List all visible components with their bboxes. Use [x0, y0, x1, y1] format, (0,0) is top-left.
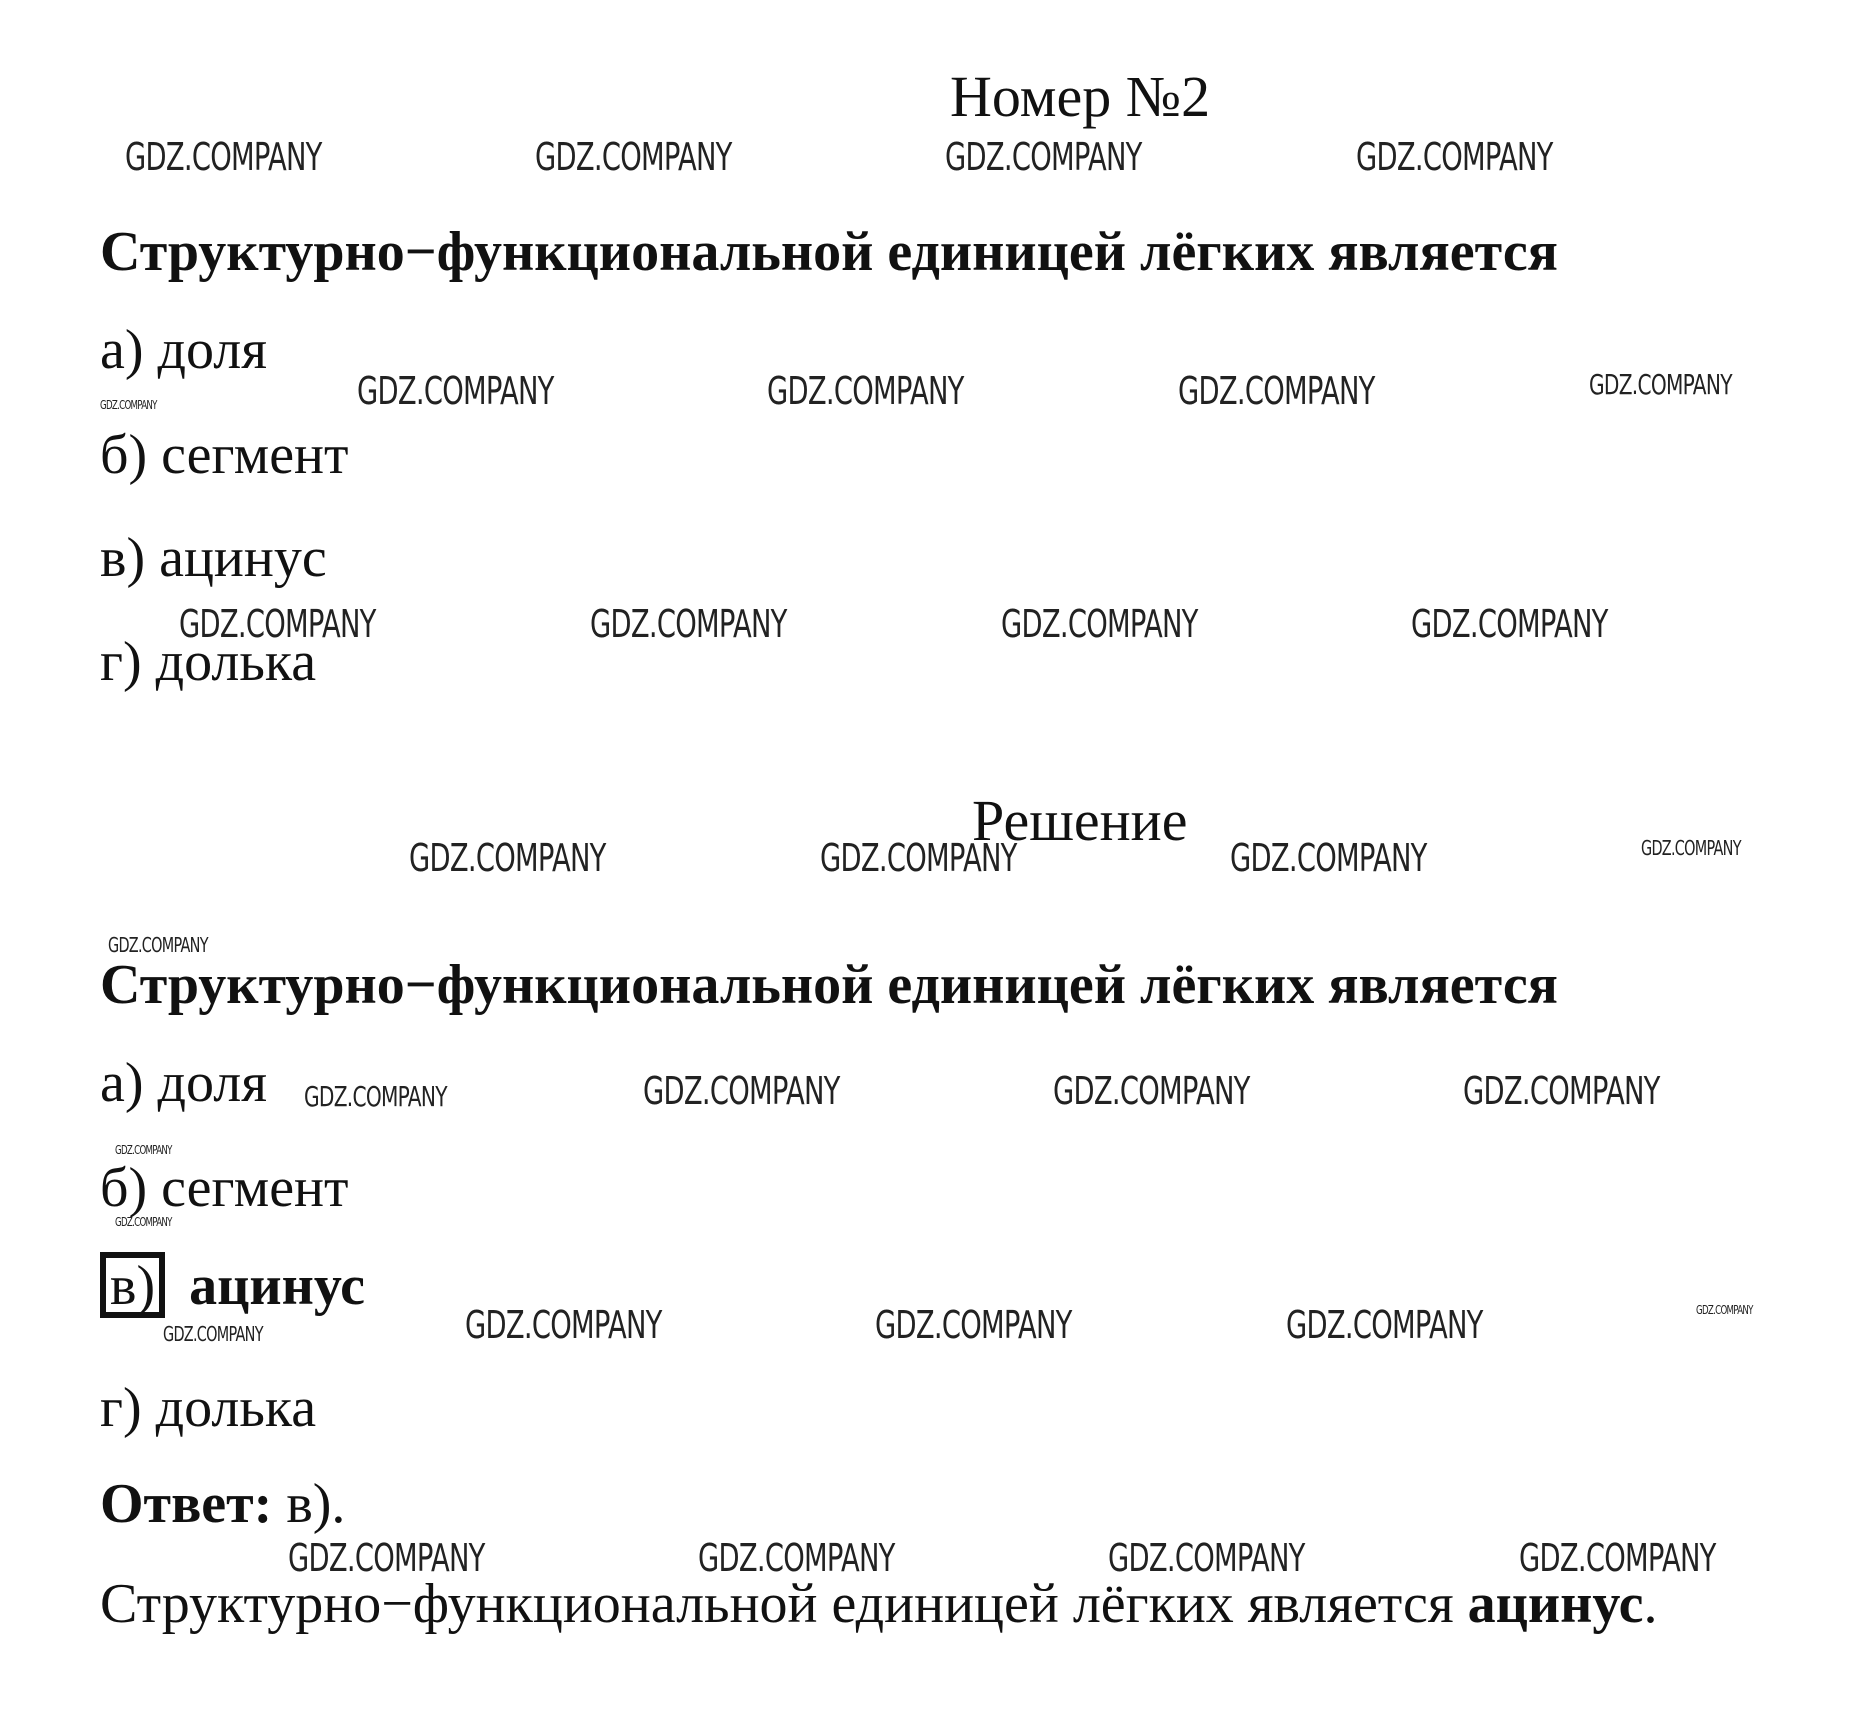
watermark: GDZ.COMPANY — [1589, 368, 1732, 401]
watermark: GDZ.COMPANY — [1053, 1069, 1250, 1113]
watermark: GDZ.COMPANY — [1411, 602, 1608, 646]
option-d: г) долька — [100, 631, 317, 693]
watermark: GDZ.COMPANY — [409, 836, 606, 880]
watermark: GDZ.COMPANY — [357, 369, 554, 413]
watermark: GDZ.COMPANY — [1356, 135, 1553, 179]
explanation-bold: ацинус — [1467, 1573, 1644, 1635]
watermark: GDZ.COMPANY — [820, 836, 1017, 880]
watermark: GDZ.COMPANY — [288, 1536, 485, 1580]
solution-option-d: г) долька — [100, 1377, 317, 1439]
watermark: GDZ.COMPANY — [465, 1303, 662, 1347]
watermark: GDZ.COMPANY — [1001, 602, 1198, 646]
explanation-line — [100, 1573, 1658, 1635]
watermark: GDZ.COMPANY — [125, 135, 322, 179]
solution-option-c — [100, 1252, 365, 1318]
watermark: GDZ.COMPANY — [590, 602, 787, 646]
selected-option-text: ацинус — [189, 1255, 366, 1317]
question-text: Структурно−функциональной единицей лёгких является — [100, 221, 1558, 283]
watermark: GDZ.COMPANY — [1178, 369, 1375, 413]
answer-value: в). — [272, 1473, 346, 1535]
watermark: GDZ.COMPANY — [643, 1069, 840, 1113]
watermark: GDZ.COMPANY — [100, 398, 157, 412]
watermark: GDZ.COMPANY — [1108, 1536, 1305, 1580]
watermark: GDZ.COMPANY — [163, 1322, 263, 1346]
watermark: GDZ.COMPANY — [1696, 1303, 1753, 1317]
watermark: GDZ.COMPANY — [1286, 1303, 1483, 1347]
watermark: GDZ.COMPANY — [304, 1080, 447, 1113]
option-a: а) доля — [100, 319, 267, 381]
option-b: б) сегмент — [100, 424, 349, 486]
answer-line — [100, 1473, 346, 1535]
explanation-suffix: . — [1643, 1573, 1658, 1635]
watermark: GDZ.COMPANY — [115, 1143, 172, 1157]
watermark: GDZ.COMPANY — [115, 1215, 172, 1229]
watermark: GDZ.COMPANY — [179, 602, 376, 646]
answer-label: Ответ: — [100, 1473, 273, 1535]
page-title: Номер №2 — [950, 64, 1211, 129]
watermark: GDZ.COMPANY — [1641, 836, 1741, 860]
watermark: GDZ.COMPANY — [945, 135, 1142, 179]
solution-option-a: а) доля — [100, 1052, 267, 1114]
solution-title: Решение — [972, 788, 1188, 853]
solution-option-b: б) сегмент — [100, 1157, 349, 1219]
selected-option-box: в) — [100, 1252, 165, 1318]
watermark: GDZ.COMPANY — [1519, 1536, 1716, 1580]
watermark: GDZ.COMPANY — [698, 1536, 895, 1580]
watermark: GDZ.COMPANY — [1463, 1069, 1660, 1113]
watermark: GDZ.COMPANY — [535, 135, 732, 179]
watermark: GDZ.COMPANY — [108, 933, 208, 957]
watermark: GDZ.COMPANY — [767, 369, 964, 413]
watermark: GDZ.COMPANY — [875, 1303, 1072, 1347]
solution-question-text: Структурно−функциональной единицей лёгких является — [100, 954, 1558, 1016]
watermark: GDZ.COMPANY — [1230, 836, 1427, 880]
option-c: в) ацинус — [100, 527, 327, 589]
explanation-prefix: Структурно−функциональной единицей лёгких является — [100, 1573, 1468, 1635]
